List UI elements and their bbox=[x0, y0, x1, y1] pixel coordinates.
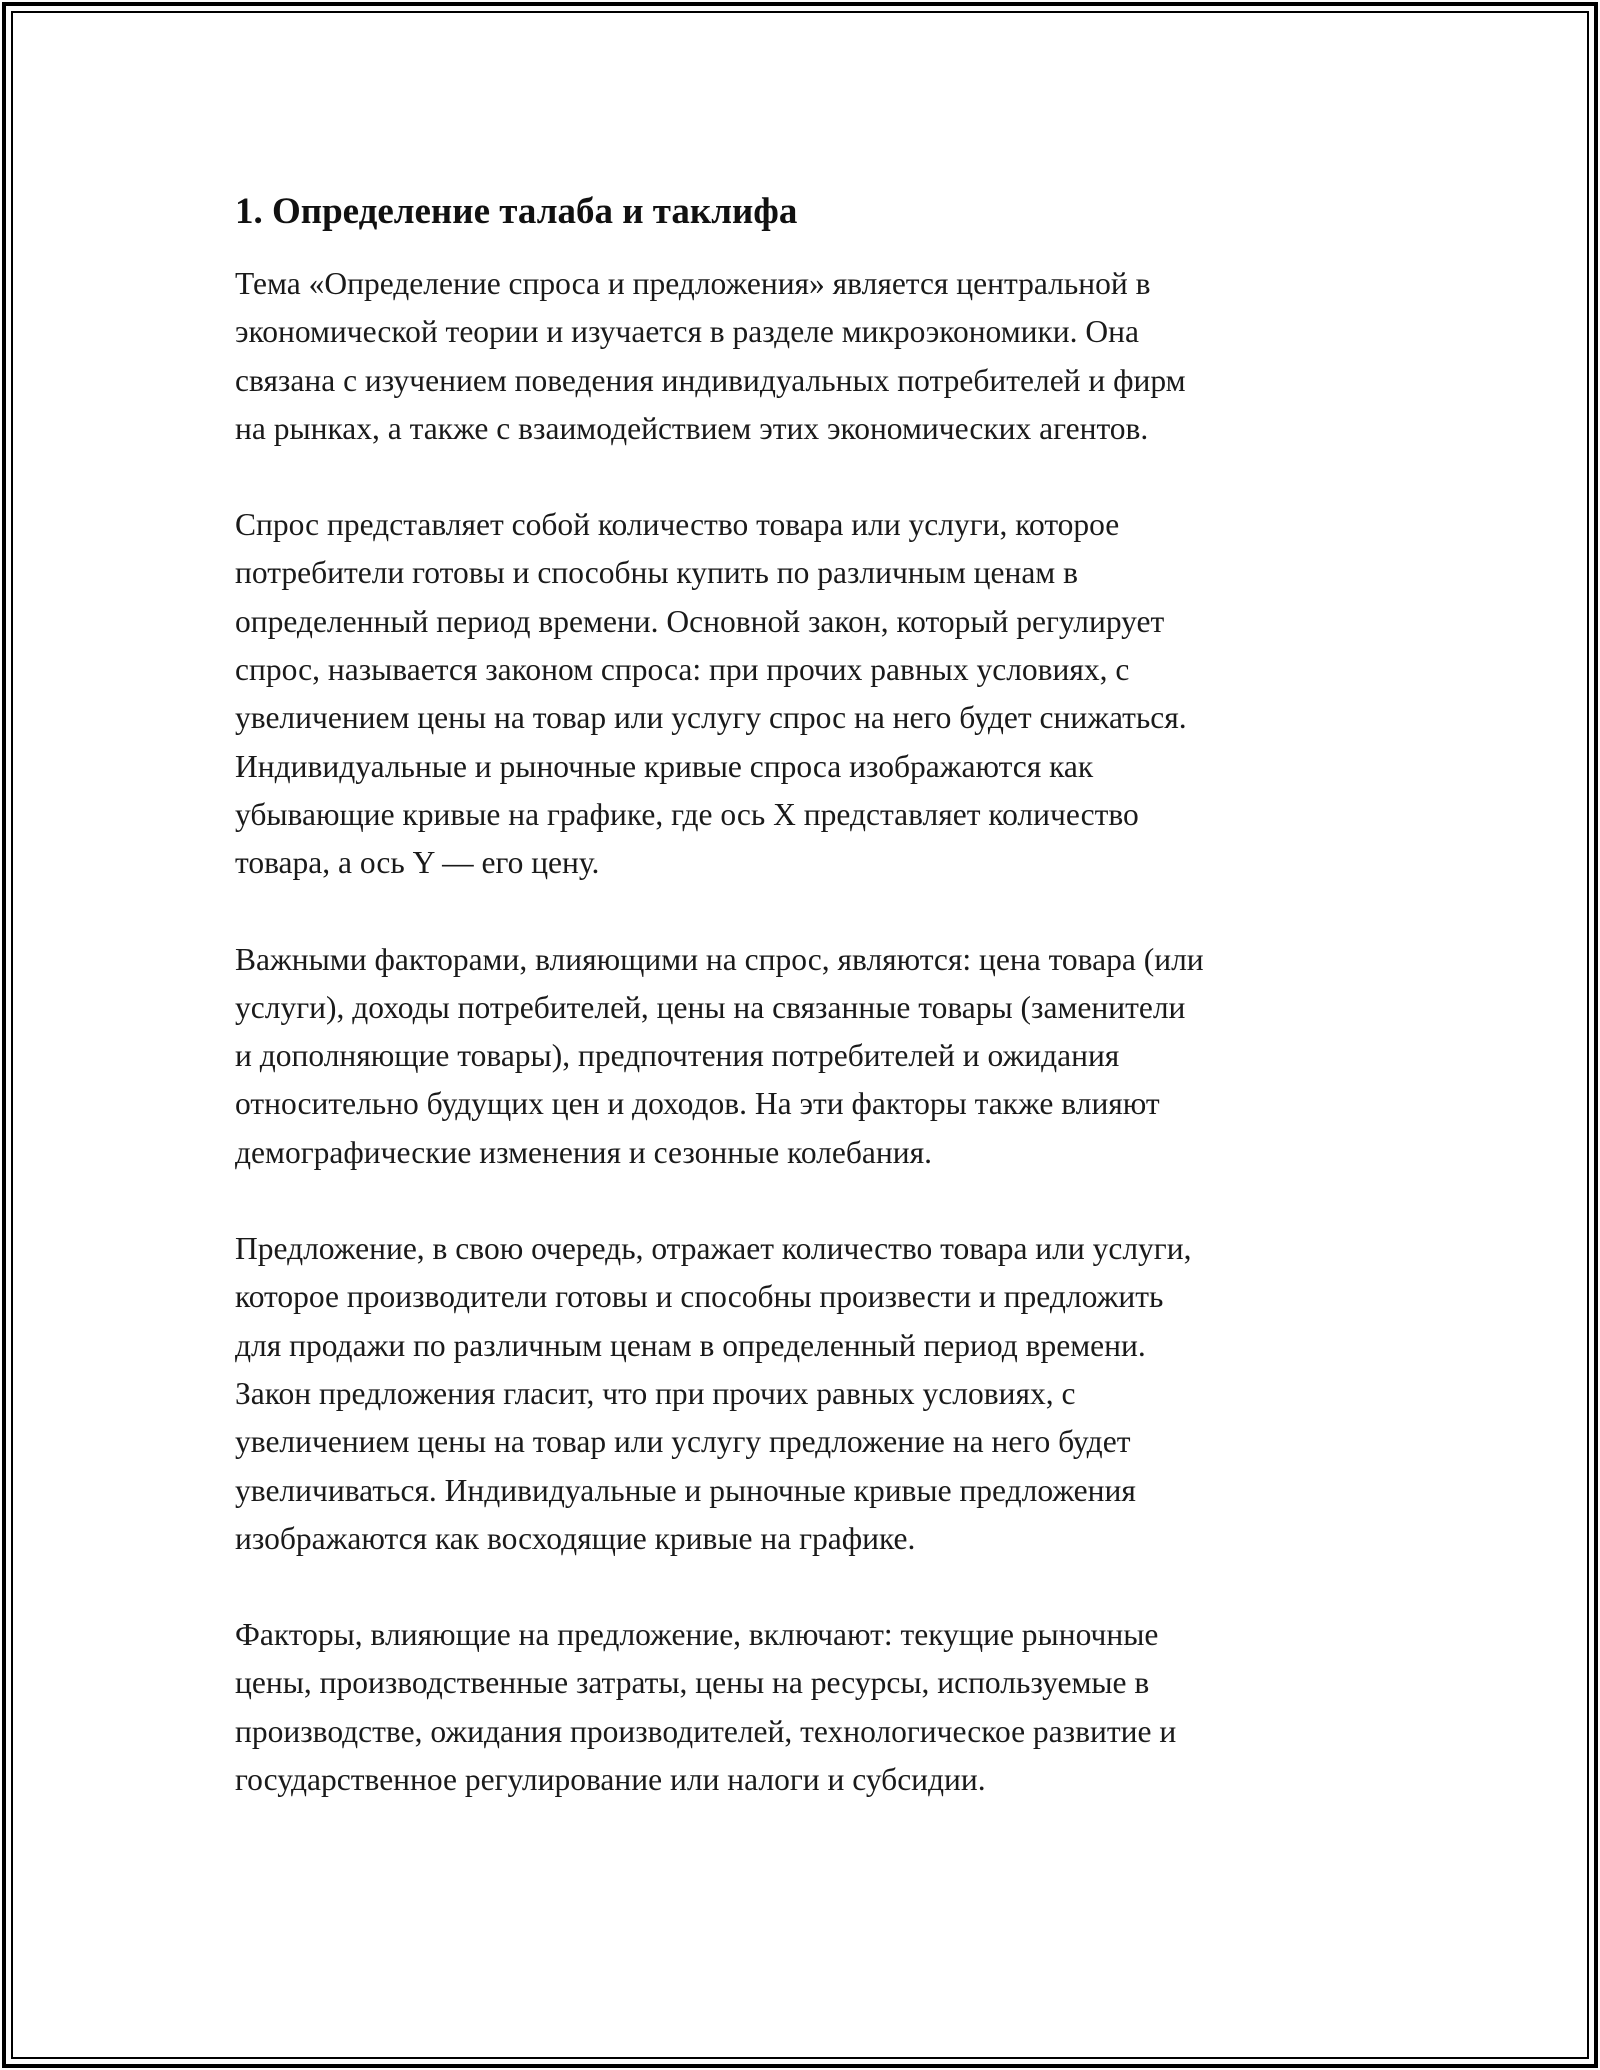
paragraph-line: изображаются как восходящие кривые на графике. bbox=[235, 1520, 916, 1556]
paragraph-line: Тема «Определение спроса и предложения» является центральной в bbox=[235, 266, 1151, 301]
paragraph-line: и дополняющие товары), предпочтения потребителей и ожидания bbox=[235, 1038, 1120, 1074]
paragraph-line: увеличиваться. Индивидуальные и рыночные кривые предложения bbox=[235, 1472, 1136, 1508]
paragraph-line: которое производители готовы и способны произвести и предложить bbox=[235, 1279, 1164, 1315]
paragraph-line: потребители готовы и способны купить по различным ценам в bbox=[235, 555, 1078, 591]
paragraph-line: услуги), доходы потребителей, цены на связанные товары (заменители bbox=[235, 989, 1186, 1025]
paragraph bbox=[235, 501, 1375, 887]
paragraph-line: цены, производственные затраты, цены на ресурсы, используемые в bbox=[235, 1665, 1150, 1701]
paragraph-line: увеличением цены на товар или услугу спрос на него будет снижаться. bbox=[235, 700, 1187, 736]
paragraph-line: товара, а ось Y — его цену. bbox=[235, 845, 600, 881]
paragraph bbox=[235, 260, 1375, 453]
paragraph-line: связана с изучением поведения индивидуальных потребителей и фирм bbox=[235, 362, 1186, 398]
paragraph-line: экономической теории и изучается в разделе микроэкономики. Она bbox=[235, 314, 1139, 350]
paragraph-line: относительно будущих цен и доходов. На эти факторы также влияют bbox=[235, 1086, 1160, 1122]
paragraph-line: на рынках, а также с взаимодействием этих экономических агентов. bbox=[235, 410, 1149, 446]
paragraph-line: увеличением цены на товар или услугу предложение на него будет bbox=[235, 1424, 1131, 1460]
paragraph bbox=[235, 1611, 1375, 1804]
paragraph bbox=[235, 936, 1375, 1177]
paragraph-line: для продажи по различным ценам в определенный период времени. bbox=[235, 1327, 1146, 1363]
paragraph-line: определенный период времени. Основной закон, который регулирует bbox=[235, 603, 1165, 639]
paragraph-line: государственное регулирование или налоги и субсидии. bbox=[235, 1762, 986, 1798]
section-heading: 1. Определение талаба и таклифа bbox=[235, 191, 798, 232]
paragraph-line: Спрос представляет собой количество товара или услуги, которое bbox=[235, 507, 1120, 543]
paragraph-line: демографические изменения и сезонные колебания. bbox=[235, 1134, 932, 1170]
paragraph-line: производстве, ожидания производителей, технологическое развитие и bbox=[235, 1713, 1177, 1749]
paragraph-line: Предложение, в свою очередь, отражает количество товара или услуги, bbox=[235, 1231, 1192, 1267]
paragraph-line: Факторы, влияющие на предложение, включают: текущие рыночные bbox=[235, 1617, 1159, 1653]
paragraph-line: убывающие кривые на графике, где ось X представляет количество bbox=[235, 796, 1139, 832]
paragraph-line: Важными факторами, влияющими на спрос, являются: цена товара (или bbox=[235, 941, 1204, 977]
paragraph-line: Индивидуальные и рыночные кривые спроса изображаются как bbox=[235, 748, 1094, 784]
paragraph bbox=[235, 1225, 1375, 1563]
paragraph-line: Закон предложения гласит, что при прочих равных условиях, с bbox=[235, 1375, 1076, 1411]
paragraph-line: спрос, называется законом спроса: при прочих равных условиях, с bbox=[235, 652, 1130, 688]
document-body bbox=[235, 186, 1375, 1852]
paragraph-list bbox=[235, 260, 1375, 1804]
